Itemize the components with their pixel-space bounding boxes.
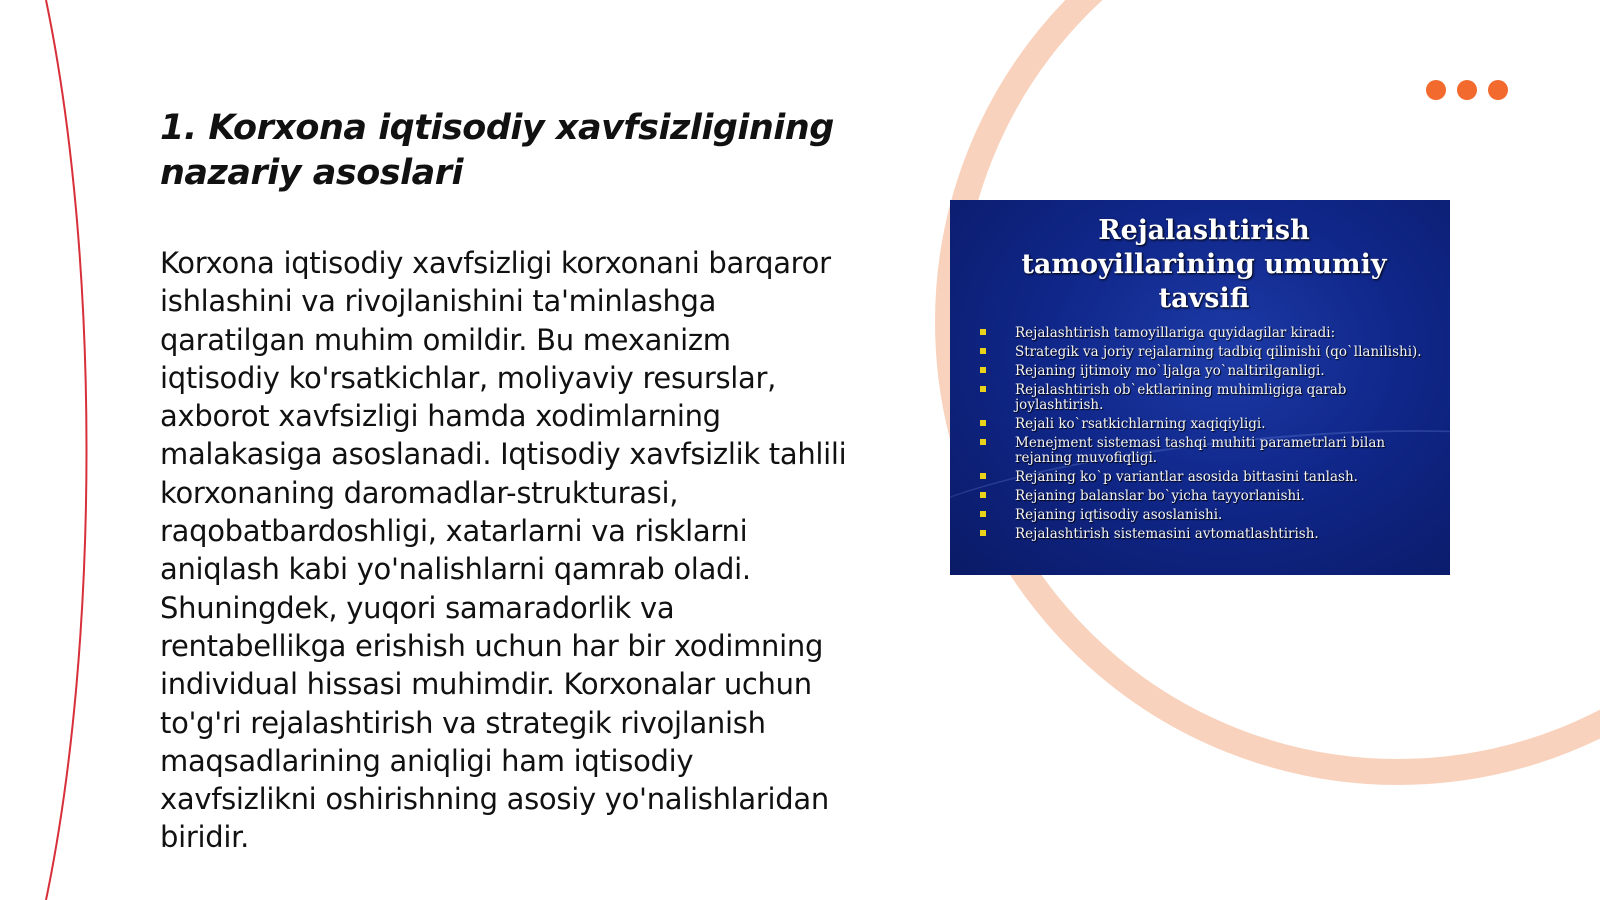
slide-list-item (978, 508, 1430, 523)
page-title: 1. Korxona iqtisodiy xavfsizligining nazariy asoslari (160, 108, 834, 193)
bullet-icon (980, 511, 986, 517)
dot (1426, 80, 1446, 100)
bullet-icon (980, 492, 986, 498)
slide-item-text: Rejalashtirish sistemasini avtomatlashtirish. (1015, 526, 1319, 542)
bullet-icon (980, 473, 986, 479)
slide-list-item (978, 326, 1430, 341)
dot (1488, 80, 1508, 100)
slide-title: Rejalashtirish tamoyillarining umumiy tavsifi (1021, 215, 1387, 314)
bullet-icon (980, 348, 986, 354)
slide-item-text: Rejaning balanslar bo`yicha tayyorlanishi. (1015, 488, 1305, 504)
slide-list-item (978, 470, 1430, 485)
bullet-icon (980, 367, 986, 373)
slide-item-text: Rejaning ko`p variantlar asosida bittasini tanlash. (1015, 469, 1358, 485)
bullet-icon (980, 420, 986, 426)
bullet-icon (980, 439, 986, 445)
slide-item-text: Rejaning iqtisodiy asoslanishi. (1015, 507, 1223, 523)
bullet-icon (980, 329, 986, 335)
slide-list-item (978, 383, 1430, 413)
slide-item-text: Rejalashtirish tamoyillariga quyidagilar kiradi: (1015, 325, 1336, 341)
slide-item-text: Rejali ko`rsatkichlarning xaqiqiyligi. (1015, 416, 1266, 432)
more-dots-icon (1426, 80, 1508, 100)
slide-bullet-list (978, 326, 1430, 542)
bullet-icon (980, 530, 986, 536)
slide-list-item (978, 345, 1430, 360)
body-paragraph: Korxona iqtisodiy xavfsizligi korxonani barqaror ishlashini va rivojlanishini ta'minlashga qaratilgan muhim omildir. Bu mexanizm iqtisodiy ko'rsatkichlar, moliyaviy resurslar, axborot xavfsizligi hamda xodimlarning malakasiga asoslanadi. Iqtisodiy xavfsizlik tahlili korxonaning daromadlar-strukturasi, raqobatbardoshligi, xatarlarni va risklarni aniqlash kabi yo'nalishlarni qamrab oladi. Shuningdek, yuqori samaradorlik va rentabellikga erishish uchun har bir xodimning individual hissasi muhimdir. Korxonalar uchun to'g'ri rejalashtirish va strategik rivojlanish maqsadlarining aniqligi ham iqtisodiy xavfsizlikni oshirishning asosiy yo'nalishlaridan biridir. (160, 246, 847, 855)
slide-list-item (978, 364, 1430, 379)
slide-list-item (978, 489, 1430, 504)
slide-list-item (978, 417, 1430, 432)
slide-item-text: Rejalashtirish ob`ektlarining muhimligiga qarab joylashtirish. (1015, 382, 1347, 413)
slide-item-text: Menejment sistemasi tashqi muhiti parametrlari bilan rejaning muvofiqligi. (1015, 435, 1386, 466)
bullet-icon (980, 386, 986, 392)
slide-item-text: Strategik va joriy rejalarning tadbiq qilinishi (qo`llanilishi). (1015, 344, 1422, 360)
slide-item-text: Rejaning ijtimoiy mo`ljalga yo`naltirilganligi. (1015, 363, 1325, 379)
embedded-slide-image (950, 200, 1450, 575)
slide-list-item (978, 527, 1430, 542)
dot (1457, 80, 1477, 100)
left-accent-line (46, 0, 87, 900)
slide-list-item (978, 436, 1430, 466)
